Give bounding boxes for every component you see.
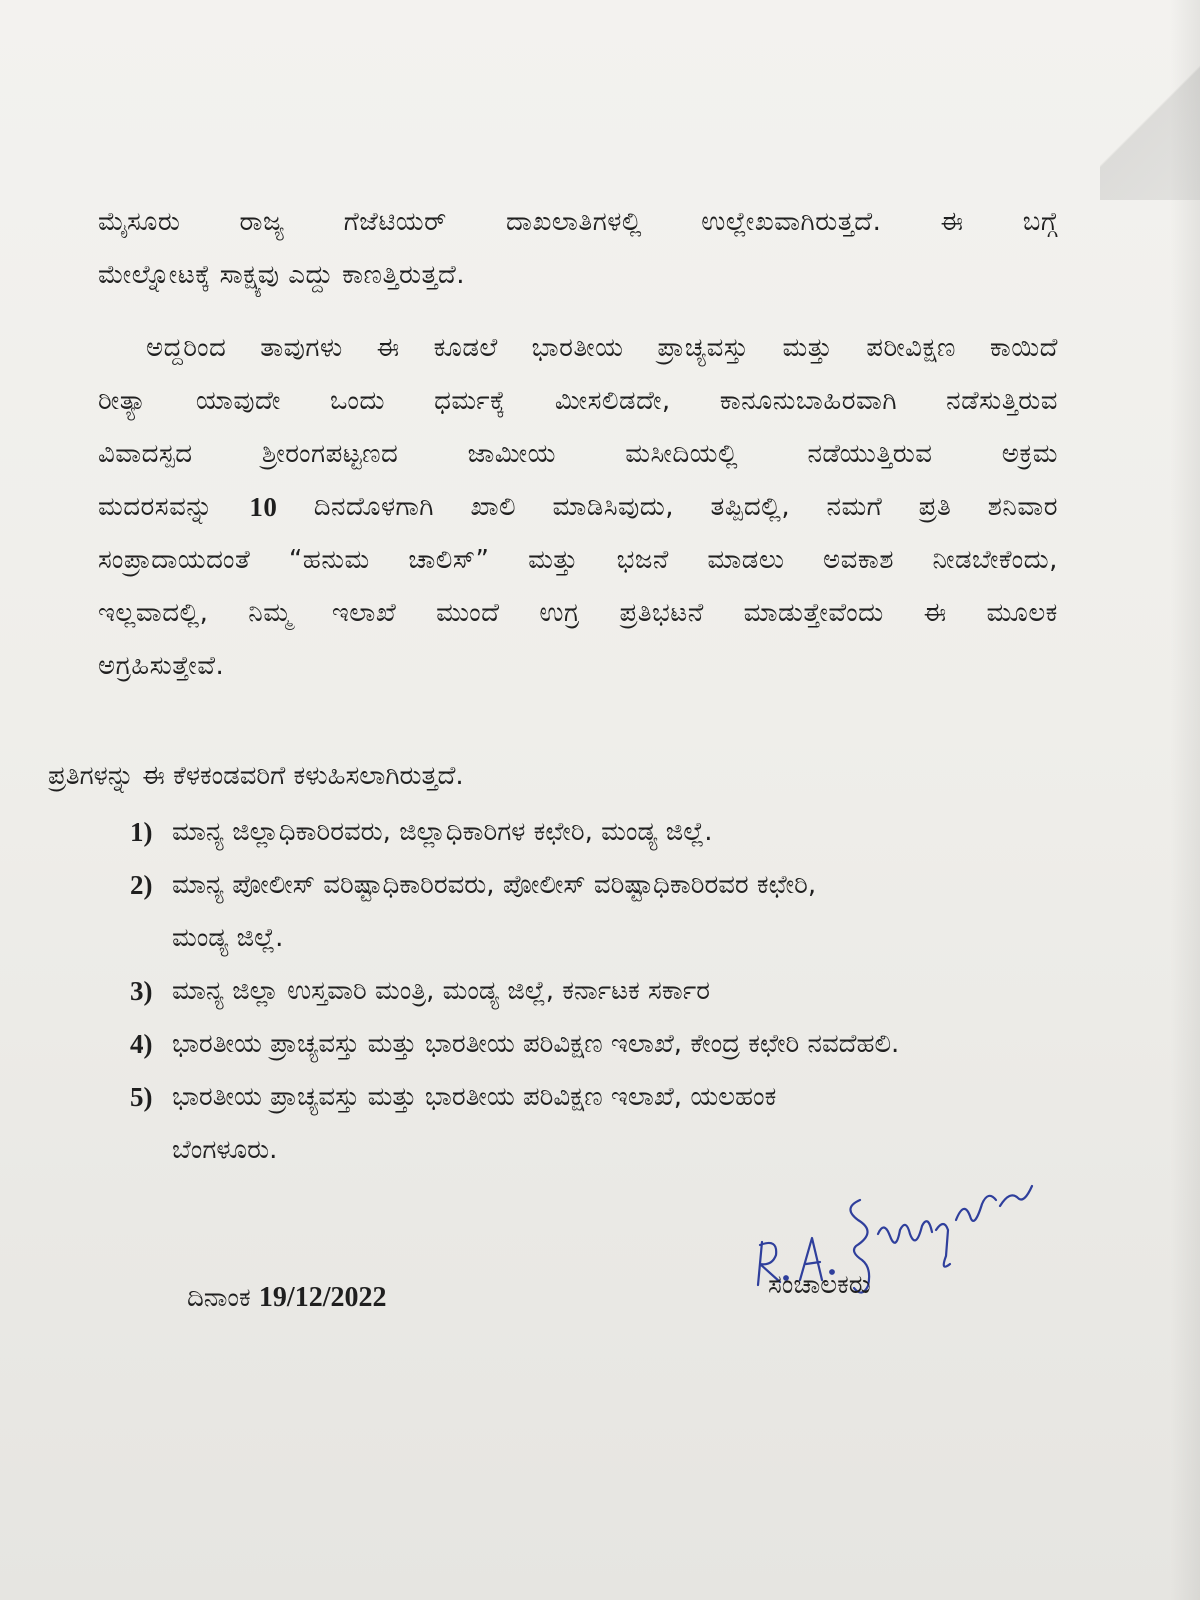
line-word: ಮಾಡಲು <box>707 545 785 575</box>
line-word: ದಿನದೊಳಗಾಗಿ <box>313 492 435 522</box>
line-word: ನಡೆಸುತ್ತಿರುವ <box>946 386 1058 416</box>
item-number: 1) <box>130 817 153 847</box>
line-word: ಬಗ್ಗೆ <box>1022 207 1058 237</box>
line-word: ಉಲ್ಲೇಖವಾಗಿರುತ್ತದೆ. <box>701 207 882 237</box>
line-word: ಇಲ್ಲವಾದಲ್ಲಿ, <box>98 598 209 628</box>
line-word: ಮೈಸೂರು <box>98 207 181 237</box>
line-word: ಮತ್ತು <box>528 545 579 575</box>
line-word: ತಪ್ಪಿದಲ್ಲಿ, <box>710 492 791 522</box>
copy-recipient-item <box>130 1018 1070 1071</box>
line-word: ನೀಡಬೇಕೆಂದು, <box>932 545 1058 575</box>
line-word: ಮದರಸವನ್ನು <box>98 492 214 522</box>
line-word: ಈ <box>376 333 400 363</box>
line-word: ದಾಖಲಾತಿಗಳಲ್ಲಿ <box>505 207 643 237</box>
copy-recipient-item <box>130 859 1070 912</box>
paragraph-line: ಮೇಲ್ನೋಟಕ್ಕೆ ಸಾಕ್ಷ್ಯವು ಎದ್ದು ಕಾಣತ್ತಿರುತ್ತದೆ. <box>98 260 466 290</box>
line-word: ಶನಿವಾರ <box>987 492 1058 522</box>
copy-recipient-item <box>130 965 1070 1018</box>
line-word: ಮತ್ತು <box>782 333 833 363</box>
item-text: ಮಾನ್ಯ ಜಿಲ್ಲಾಧಿಕಾರಿರವರು, ಜಿಲ್ಲಾಧಿಕಾರಿಗಳ ಕಛೇರಿ, ಮಂಡ್ಯ ಜಿಲ್ಲೆ. <box>172 817 713 847</box>
paragraph-demand <box>98 322 1058 693</box>
line-word: ಪರೀವಿಕ್ಷಣ <box>866 333 956 363</box>
paragraph-line <box>98 322 1058 375</box>
line-word: ಉಗ್ರ <box>539 598 580 628</box>
line-word: ಭಾರತೀಯ <box>531 333 624 363</box>
copy-recipient-item <box>130 1071 1070 1124</box>
line-word: ನಡೆಯುತ್ತಿರುವ <box>807 439 933 469</box>
line-word: ಧರ್ಮಕ್ಕೆ <box>434 386 506 416</box>
line-word: ರೀತ್ಯಾ <box>98 386 147 416</box>
item-continuation: ಬೆಂಗಳೂರು. <box>172 1135 278 1165</box>
line-word: ಮಸೀದಿಯಲ್ಲಿ <box>625 439 739 469</box>
line-word: ಗೆಜೆಟಿಯರ್ <box>343 207 447 237</box>
copies-heading: ಪ್ರತಿಗಳನ್ನು ಈ ಕೆಳಕಂಡವರಿಗೆ ಕಳುಹಿಸಲಾಗಿರುತ್ತದೆ. <box>48 761 464 791</box>
line-word: ಮೂಲಕ <box>986 598 1058 628</box>
line-word: ಅಕ್ರಮ <box>1001 439 1058 469</box>
item-text: ಭಾರತೀಯ ಪ್ರಾಚ್ಯವಸ್ತು ಮತ್ತು ಭಾರತೀಯ ಪರಿವಿಕ್ಷಣ ಇಲಾಖೆ, ಕೇಂದ್ರ ಕಛೇರಿ ನವದೆಹಲಿ. <box>172 1029 900 1059</box>
paragraph-line <box>98 481 1058 534</box>
line-word: ಭಜನೆ <box>616 545 669 575</box>
line-word: ರಾಜ್ಯ <box>239 207 285 237</box>
item-number: 4) <box>130 1029 153 1059</box>
line-word: ಮೀಸಲಿಡದೇ, <box>554 386 671 416</box>
paragraph-line: ಅಗ್ರಹಿಸುತ್ತೇವೆ. <box>98 651 225 681</box>
page-shadow <box>1170 0 1200 1600</box>
line-word: ಅವಕಾಶ <box>823 545 894 575</box>
line-word: ಕಾನೂನುಬಾಹಿರವಾಗಿ <box>719 386 898 416</box>
paragraph-line <box>98 196 1058 249</box>
line-word: ಯಾವುದೇ <box>195 386 281 416</box>
line-word: ಚಾಲಿಸ್” <box>408 545 490 575</box>
line-word: ಈ <box>923 598 947 628</box>
line-word: “ಹನುಮ <box>288 545 370 575</box>
line-word: ಮುಂದೆ <box>436 598 500 628</box>
signer-title: ಸಂಚಾಲಕರು <box>768 1270 871 1300</box>
date-value: 19/12/2022 <box>258 1282 387 1313</box>
item-continuation: ಮಂಡ್ಯ ಜಿಲ್ಲೆ. <box>172 923 284 953</box>
date-line <box>187 1278 386 1318</box>
line-word: ಮಾಡುತ್ತೇವೆಂದು <box>743 598 884 628</box>
line-word: ಪ್ರತಿಭಟನೆ <box>619 598 704 628</box>
paragraph-gazetteer <box>98 196 1058 302</box>
days-number: 10 <box>249 492 278 522</box>
paragraph-line <box>98 587 1058 640</box>
paragraph-line <box>98 375 1058 428</box>
line-word: ಇಲಾಖೆ <box>331 598 397 628</box>
copy-recipient-item <box>130 806 1070 859</box>
copies-list <box>130 806 1070 1177</box>
item-number: 5) <box>130 1082 153 1112</box>
line-word: ಅದ್ದರಿಂದ <box>146 333 227 363</box>
line-word: ಕೂಡಲೆ <box>433 333 498 363</box>
date-label: ದಿನಾಂಕ <box>187 1283 251 1313</box>
paragraph-line <box>98 428 1058 481</box>
item-text: ಮಾನ್ಯ ಜಿಲ್ಲಾ ಉಸ್ತವಾರಿ ಮಂತ್ರಿ, ಮಂಡ್ಯ ಜಿಲ್ಲೆ, ಕರ್ನಾಟಕ ಸರ್ಕಾರ <box>172 976 710 1006</box>
line-word: ಪ್ರಾಚ್ಯವಸ್ತು <box>657 333 749 363</box>
line-word: ಶ್ರೀರಂಗಪಟ್ಟಣದ <box>261 439 399 469</box>
line-word: ಖಾಲಿ <box>470 492 517 522</box>
line-word: ನಮಗೆ <box>826 492 883 522</box>
item-number: 3) <box>130 976 153 1006</box>
line-word: ಕಾಯಿದೆ <box>989 333 1058 363</box>
line-word: ಮಾಡಿಸಿವುದು, <box>552 492 675 522</box>
line-word: ತಾವುಗಳು <box>260 333 343 363</box>
item-text: ಭಾರತೀಯ ಪ್ರಾಚ್ಯವಸ್ತು ಮತ್ತು ಭಾರತೀಯ ಪರಿವಿಕ್ಷಣ ಇಲಾಖೆ, ಯಲಹಂಕ <box>172 1082 777 1112</box>
line-word: ಜಾಮೀಯ <box>467 439 556 469</box>
line-word: ನಿಮ್ಮ <box>248 598 293 628</box>
line-word: ಸಂಪ್ರಾದಾಯದಂತೆ <box>98 545 251 575</box>
line-word: ಪ್ರತಿ <box>918 492 952 522</box>
paragraph-line <box>98 534 1058 587</box>
line-word: ಈ <box>940 207 964 237</box>
item-text: ಮಾನ್ಯ ಪೋಲೀಸ್ ವರಿಷ್ಟಾಧಿಕಾರಿರವರು, ಪೋಲೀಸ್ ವರಿಷ್ಟಾಧಿಕಾರಿರವರ ಕಛೇರಿ, <box>172 870 817 900</box>
line-word: ವಿವಾದಸ್ಪದ <box>98 439 193 469</box>
line-word: ಒಂದು <box>329 386 385 416</box>
item-number: 2) <box>130 870 153 900</box>
